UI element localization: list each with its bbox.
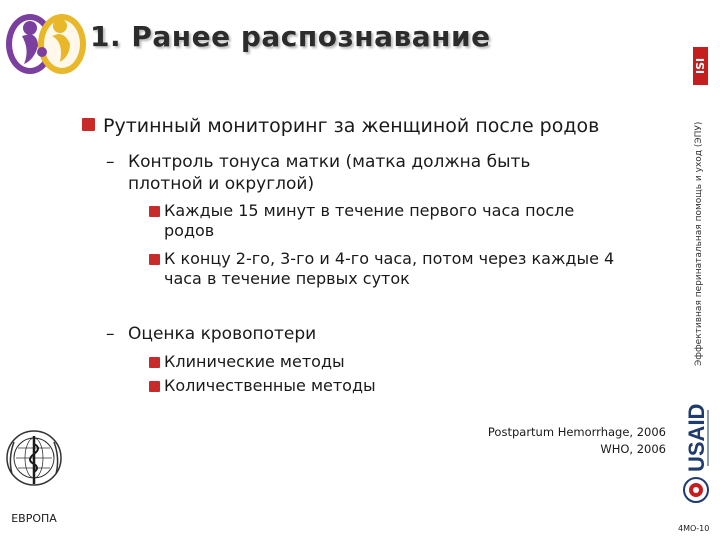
- page-number: 4МО-10: [678, 524, 710, 533]
- who-label: ЕВРОПА: [11, 512, 57, 525]
- sub-point-text: Оценка кровопотери: [128, 324, 317, 344]
- dash-marker: –: [106, 324, 115, 344]
- square-bullet-icon: [82, 118, 95, 131]
- sub-point-uterus-tone: [106, 151, 598, 195]
- main-bullet-text: Рутинный мониторинг за женщиной после родов: [103, 115, 600, 137]
- page-title: 1. Ранее распознавание: [90, 20, 491, 53]
- source-line: Postpartum Hemorrhage, 2006: [487, 425, 666, 439]
- mother-child-logo-icon: [4, 6, 88, 78]
- list-item: [164, 249, 646, 289]
- usaid-logo-icon: [682, 404, 714, 506]
- list-item: [164, 376, 564, 396]
- list-item-text: Клинические методы: [164, 352, 345, 371]
- dash-marker: –: [106, 152, 115, 172]
- list-item: [164, 201, 614, 241]
- side-caption: Эффективная перинатальная помощь и уход (ЭПУ): [694, 121, 704, 366]
- who-emblem-icon: [4, 414, 64, 532]
- usaid-text: USAID: [684, 404, 709, 472]
- square-bullet-icon: [149, 381, 160, 392]
- source-citation: [440, 424, 666, 458]
- list-item-text: Количественные методы: [164, 376, 376, 395]
- source-line: WHO, 2006: [600, 442, 666, 456]
- list-item-text: К концу 2-го, 3-го и 4-го часа, потом через каждые 4 часа в течение первых суток: [164, 249, 615, 288]
- sub-point-text: Контроль тонуса матки (матка должна быть плотной и округлой): [128, 152, 531, 194]
- square-bullet-icon: [149, 206, 160, 217]
- main-bullet: [82, 115, 599, 137]
- square-bullet-icon: [149, 254, 160, 265]
- sub-point-blood-loss: [106, 323, 528, 345]
- isi-badge: ISI: [693, 47, 708, 85]
- list-item-text: Каждые 15 минут в течение первого часа после родов: [164, 201, 575, 240]
- list-item: [164, 352, 564, 372]
- square-bullet-icon: [149, 357, 160, 368]
